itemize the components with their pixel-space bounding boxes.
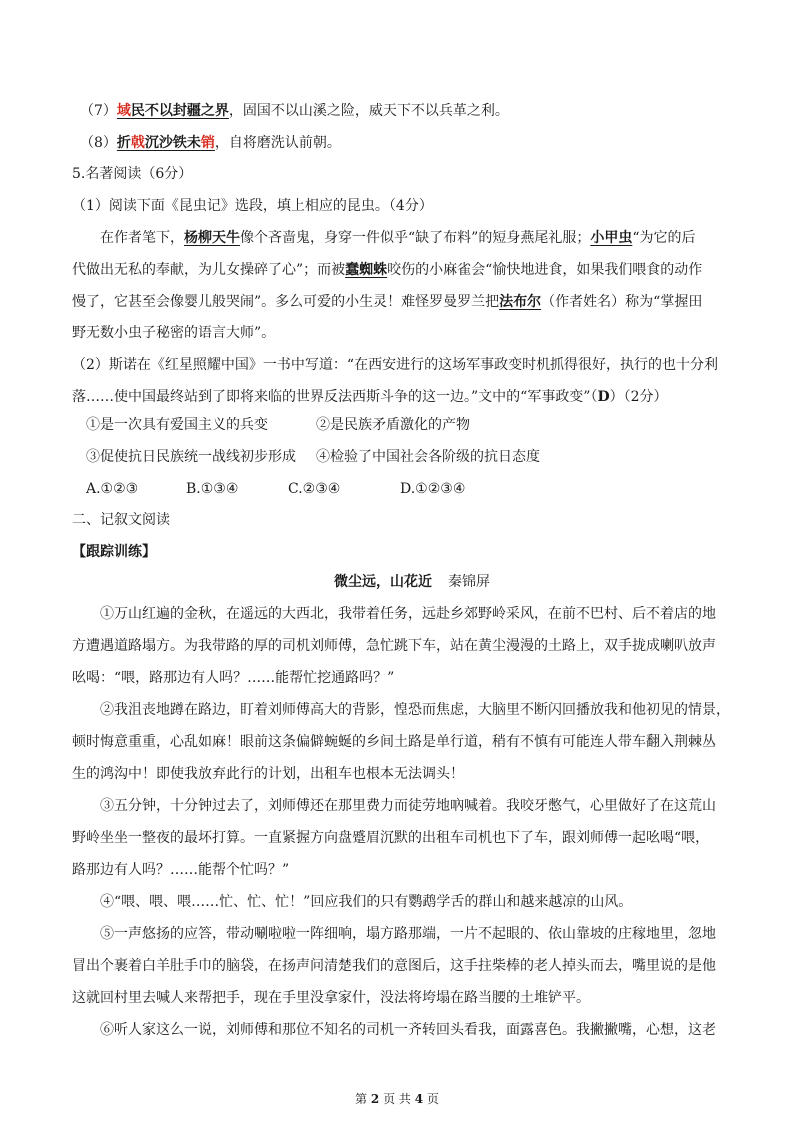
article-line: 顿时悔意重重，心乱如麻！眼前这条偏僻蜿蜒的乡间土路是单行道，稍有不慎有可能连人带车翻入荆棘丛 — [72, 734, 716, 750]
option: D.①②③④ — [400, 481, 466, 497]
statement: ①是一次具有爱国主义的兵变 — [86, 417, 268, 433]
passage-line: 代做出无私的奉献，为儿女操碎了心”；而被蠢蜘蛛咬伤的小麻雀会“愉快地进食，如果我们喂食的动作 — [72, 262, 703, 278]
statement: ②是民族矛盾激化的产物 — [316, 417, 470, 433]
article-line: ⑤一声悠扬的应答，带动唰啦啦一阵细响，塌方路那端，一片不起眼的、依山靠坡的庄稼地里，忽地 — [100, 926, 716, 942]
article-title-line — [0, 571, 794, 593]
article-line: ④“喂、喂、喂……忙、忙、忙！”回应我们的只有鹦鹉学舌的群山和越来越凉的山风。 — [100, 894, 633, 910]
article-title: 微尘远，山花近 — [334, 574, 432, 590]
poem-line-8 — [0, 132, 794, 154]
poem-text: ，自将磨洗认前朝。 — [214, 135, 341, 151]
page-footer: 第 2 页 共 4 页 — [355, 1092, 439, 1106]
answer-text: 民不以封疆之界 — [130, 103, 229, 119]
question-number: （8） — [80, 135, 117, 151]
answer-text: 小甲虫 — [590, 230, 633, 246]
answer-text: 蠢蜘蛛 — [345, 262, 388, 278]
section-heading: 二、记叙文阅读 — [72, 512, 170, 528]
option-row — [0, 478, 794, 500]
option: A.①②③ — [86, 481, 139, 497]
statement-row — [0, 414, 794, 436]
page-total: 4 — [414, 1092, 424, 1106]
article-line: ①万山红遍的金秋，在遥远的大西北，我带着任务，远赴乡郊野岭采风，在前不巴村、后不着店的地 — [100, 606, 716, 622]
article-line: 方遭遇道路塌方。为我带路的厚的司机刘师傅，急忙跳下车，站在黄尘漫漫的土路上，双手拢成喇叭放声 — [72, 638, 716, 654]
question-stem: （1）阅读下面《昆虫记》选段，填上相应的昆虫。（4分） — [72, 198, 433, 214]
article-line: 野岭坐坐一整夜的最坏打算。一直紧握方向盘蹙眉沉默的出租车司机也下了车，跟刘师傅一起吆喝“喂， — [72, 830, 710, 846]
answer-text: 杨柳天牛 — [184, 230, 240, 246]
poem-text: ，固国不以山溪之险，威天下不以兵革之利。 — [228, 103, 509, 119]
article-line: 这就回村里去喊人来帮把手，现在手里没拿家什，没法将垮塌在路当腰的土堆铲平。 — [72, 990, 590, 1006]
option: C.②③④ — [288, 481, 341, 497]
poem-line-7 — [0, 100, 794, 122]
article-line: ⑥听人家这么一说，刘师傅和那位不知名的司机一齐转回头看我，面露喜色。我撇撇嘴，心想，这老 — [100, 1022, 716, 1038]
answer-text: 折 — [116, 135, 131, 151]
answer-text: 域 — [116, 103, 131, 119]
section-tag: 【跟踪训练】 — [72, 544, 156, 560]
article-line: 冒出个裹着白羊肚手巾的脑袋，在扬声问清楚我们的意图后，这手拄柴棒的老人掉头而去，嘴里说的是他 — [72, 958, 716, 974]
article-line: 生的鸿沟中！即使我放弃此行的计划，出租车也根本无法调头！ — [72, 766, 464, 782]
section-heading: 5.名著阅读（6分） — [72, 166, 193, 182]
statement-row — [0, 446, 794, 468]
passage-line: 野无数小虫子秘密的语言大师”。 — [72, 325, 276, 341]
answer-text: D — [597, 389, 610, 405]
page-number: 2 — [370, 1092, 380, 1106]
article-line: ③五分钟，十分钟过去了，刘师傅还在那里费力而徒劳地吶喊着。我咬牙憋气，心里做好了在这荒山 — [100, 798, 716, 814]
article-line: ②我沮丧地蹲在路边，盯着刘师傅高大的背影，惶恐而焦虑，大脑里不断闪回播放我和他初见的情景， — [100, 702, 730, 718]
article-line: 吆喝：“喂，路那边有人吗？……能帮忙挖通路吗？” — [72, 670, 395, 686]
option: B.①③④ — [186, 481, 239, 497]
question-number: （7） — [80, 103, 117, 119]
answer-text: 戟 — [130, 135, 145, 151]
passage-line: 慢了，它甚至会像婴儿般哭闹”。多么可爱的小生灵！难怪罗曼罗兰把法布尔（作者姓名）称为“掌握田 — [72, 294, 703, 310]
article-line: 路那边有人吗？……能帮个忙吗？” — [72, 862, 290, 878]
answer-text: 沉沙铁未 — [144, 135, 201, 151]
statement: ③促使抗日民族统一战线初步形成 — [86, 449, 296, 465]
answer-text: 销 — [200, 135, 215, 151]
statement: ④检验了中国社会各阶级的抗日态度 — [316, 449, 540, 465]
answer-text: 法布尔 — [499, 294, 542, 310]
passage-line: 在作者笔下，杨柳天牛像个吝啬鬼，身穿一件似乎“缺了布料”的短身燕尾礼服；小甲虫“为它的后 — [100, 230, 696, 246]
article-author: 秦锦屏 — [448, 574, 490, 590]
question-stem: （2）斯诺在《红星照耀中国》一书中写道：“在西安进行的这场军事政变时机抓得很好，执行的也十分利 — [72, 357, 719, 373]
question-stem: 落……使中国最终站到了即将来临的世界反法西斯斗争的这一边。”文中的“军事政变”（D）（2分） — [72, 389, 668, 405]
